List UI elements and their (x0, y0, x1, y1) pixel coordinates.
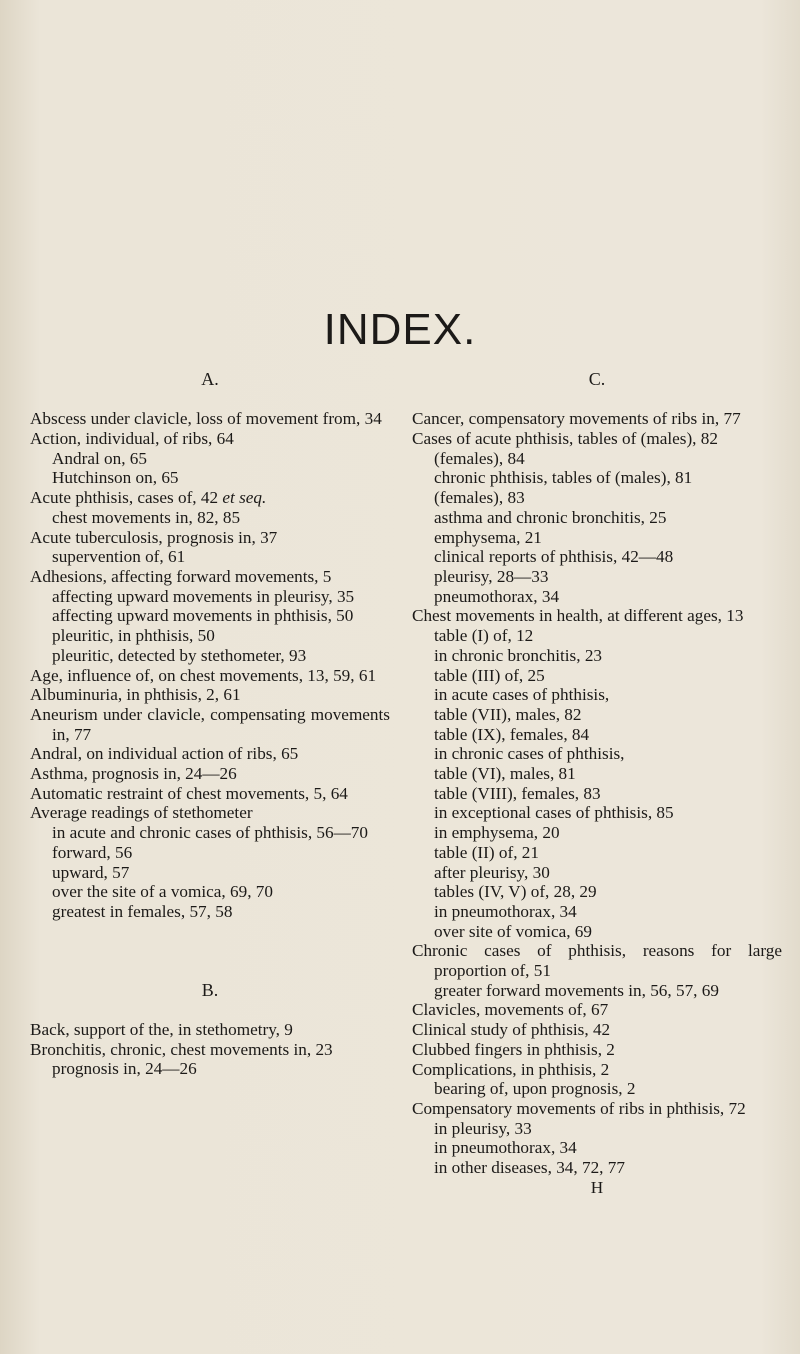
index-entry: Clavicles, movements of, 67 (412, 1000, 609, 1020)
section-letter-c: C. (588, 369, 606, 389)
index-entry: Cancer, compensatory movements of ribs in, 77 (412, 409, 741, 429)
index-entry: clinical reports of phthisis, 42—48 (434, 547, 674, 567)
index-entry: table (II) of, 21 (434, 842, 539, 862)
right-column (412, 370, 782, 1198)
index-entry: in acute and chronic cases of phthisis, 56—70 (52, 823, 368, 843)
index-entry: Complications, in phthisis, 2 (412, 1059, 610, 1079)
index-entry: pleuritic, detected by stethometer, 93 (52, 645, 307, 665)
index-entry: Acute phthisis, cases of, 42 et seq. (30, 488, 267, 508)
index-entry: Bronchitis, chronic, chest movements in, 23 (30, 1039, 333, 1059)
index-entry: Clinical study of phthisis, 42 (412, 1020, 611, 1040)
index-entry: greater forward movements in, 56, 57, 69 (434, 980, 719, 1000)
section-letter-a: A. (201, 369, 219, 389)
index-entry: in emphysema, 20 (434, 823, 560, 843)
index-entry: table (VII), males, 82 (434, 704, 582, 724)
index-entry: table (III) of, 25 (434, 665, 545, 685)
index-entry: upward, 57 (52, 862, 130, 882)
index-entry: Age, influence of, on chest movements, 13, 59, 61 (30, 665, 377, 685)
index-entry: supervention of, 61 (52, 547, 186, 567)
section-letter-b: B. (201, 979, 219, 1000)
index-entry: in pleurisy, 33 (434, 1118, 532, 1138)
index-entry: Andral, on individual action of ribs, 65 (30, 744, 299, 764)
left-column (30, 370, 390, 1079)
index-entry: bearing of, upon prognosis, 2 (434, 1079, 636, 1099)
index-entry: in other diseases, 34, 72, 77 (434, 1158, 625, 1178)
index-entry: Abscess under clavicle, loss of movement from, 34 (30, 409, 382, 429)
index-entry: in pneumothorax, 34 (434, 901, 577, 921)
index-entry: Aneurism under clavicle, compensating movements in, 77 (30, 704, 390, 744)
index-entry: Back, support of the, in stethometry, 9 (30, 1020, 293, 1040)
index-entry: tables (IV, V) of, 28, 29 (434, 882, 597, 902)
index-entry: in pneumothorax, 34 (434, 1138, 577, 1158)
index-entry: pneumothorax, 34 (434, 586, 560, 606)
index-entry: table (IX), females, 84 (434, 724, 590, 744)
index-entry: table (I) of, 12 (434, 626, 534, 646)
index-entry: Action, individual, of ribs, 64 (30, 429, 234, 449)
index-entry: greatest in females, 57, 58 (52, 901, 233, 921)
index-entry: Chronic cases of phthisis, reasons for large proportion of, 51 (412, 941, 782, 981)
section-c-entries (412, 409, 782, 1177)
signature-mark: H (590, 1177, 604, 1197)
index-entry: Acute tuberculosis, prognosis in, 37 (30, 527, 278, 547)
index-entry: table (VIII), females, 83 (434, 783, 601, 803)
index-entry: over site of vomica, 69 (434, 921, 592, 941)
section-a-entries (30, 409, 390, 921)
index-entry: after pleurisy, 30 (434, 862, 550, 882)
section-gap (30, 922, 390, 981)
index-entry: forward, 56 (52, 842, 133, 862)
index-entry: Chest movements in health, at different ages, 13 (412, 606, 744, 626)
index-entry: Andral on, 65 (52, 448, 147, 468)
index-entry: chronic phthisis, tables of (males), 81 (434, 468, 693, 488)
index-entry: Automatic restraint of chest movements, 5, 64 (30, 783, 348, 803)
page-title: INDEX. (323, 305, 477, 354)
index-entry: Asthma, prognosis in, 24—26 (30, 764, 237, 784)
index-entry: in chronic cases of phthisis, (434, 744, 625, 764)
index-entry: table (VI), males, 81 (434, 764, 576, 784)
index-entry: Average readings of stethometer (30, 803, 253, 823)
index-entry: in chronic bronchitis, 23 (434, 645, 603, 665)
section-b-entries (30, 1020, 390, 1079)
index-entry: prognosis in, 24—26 (52, 1059, 197, 1079)
index-entry: pleurisy, 28—33 (434, 567, 549, 586)
index-entry: Adhesions, affecting forward movements, 5 (30, 567, 332, 586)
index-entry: Hutchinson on, 65 (52, 468, 179, 488)
index-entry: in exceptional cases of phthisis, 85 (434, 803, 674, 823)
index-entry: over the site of a vomica, 69, 70 (52, 882, 273, 902)
index-entry: (females), 83 (434, 488, 525, 508)
index-entry: affecting upward movements in phthisis, 50 (52, 606, 354, 626)
index-entry: emphysema, 21 (434, 527, 542, 547)
index-entry: in acute cases of phthisis, (434, 685, 610, 705)
index-entry: Albuminuria, in phthisis, 2, 61 (30, 685, 241, 705)
index-entry: affecting upward movements in pleurisy, 35 (52, 586, 355, 606)
index-entry: Cases of acute phthisis, tables of (males), 82 (412, 429, 718, 449)
index-entry: asthma and chronic bronchitis, 25 (434, 507, 667, 527)
et-seq-italic: et seq. (222, 488, 267, 508)
index-entry: Clubbed fingers in phthisis, 2 (412, 1039, 615, 1059)
index-entry: (females), 84 (434, 448, 525, 468)
index-entry: Compensatory movements of ribs in phthisis, 72 (412, 1098, 746, 1118)
index-entry: pleuritic, in phthisis, 50 (52, 626, 215, 646)
index-entry: chest movements in, 82, 85 (52, 507, 241, 527)
